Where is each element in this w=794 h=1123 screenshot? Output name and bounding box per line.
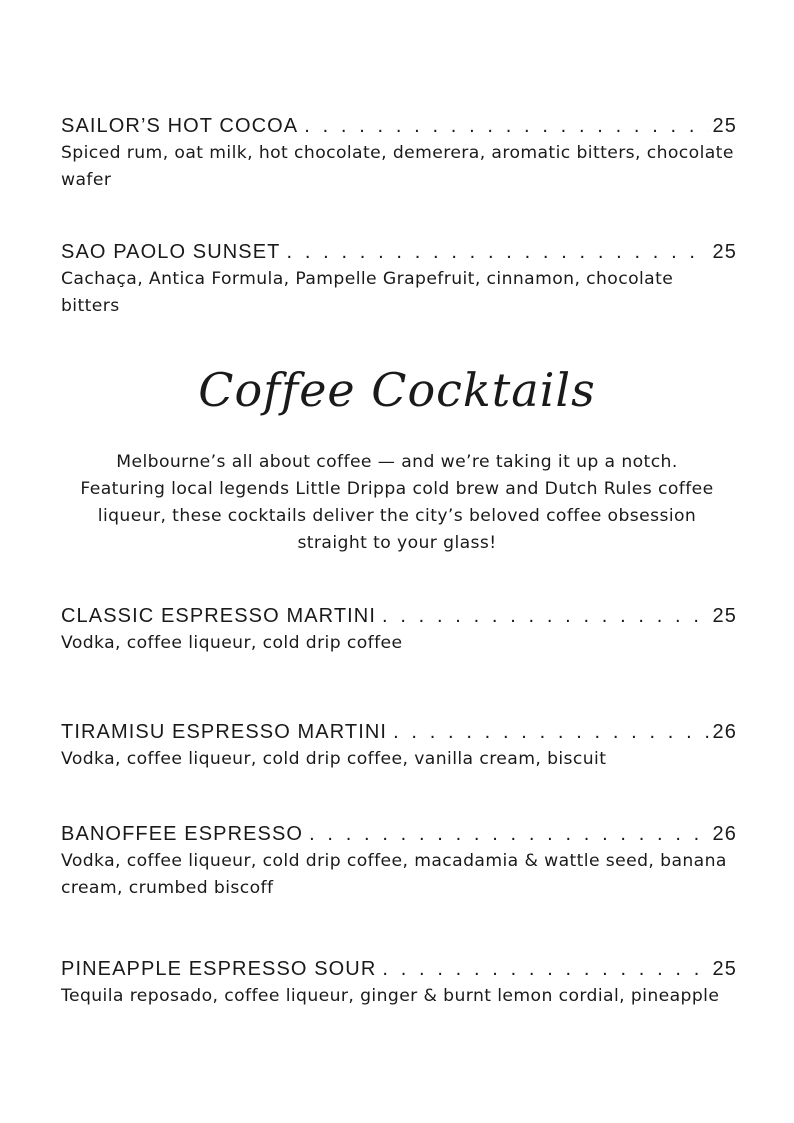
dot-leader (393, 720, 708, 744)
menu-item-name: CLASSIC ESPRESSO MARTINI (61, 605, 376, 627)
menu-item-description: Vodka, coffee liqueur, cold drip coffee, macadamia & wattle seed, banana cream, crumbed biscoff (61, 851, 727, 898)
dot-leader (382, 957, 708, 981)
menu-item-price: 25 (712, 605, 737, 627)
menu-item-description: Vodka, coffee liqueur, cold drip coffee (61, 633, 403, 653)
menu-item-description: Tequila reposado, coffee liqueur, ginger & burnt lemon cordial, pineapple (61, 986, 720, 1006)
menu-item (61, 114, 737, 194)
menu-item-header (61, 114, 737, 138)
menu-item-header (61, 957, 737, 981)
menu-item (61, 720, 737, 773)
menu-item-name: SAO PAOLO SUNSET (61, 241, 281, 263)
menu-item-price: 25 (712, 958, 737, 980)
dot-leader (304, 114, 708, 138)
menu-item (61, 604, 737, 657)
menu-item-price: 26 (712, 721, 737, 743)
menu-item-name: TIRAMISU ESPRESSO MARTINI (61, 721, 388, 743)
menu-item-name: BANOFFEE ESPRESSO (61, 823, 304, 845)
dot-leader (309, 822, 708, 846)
menu-item-header (61, 720, 737, 744)
menu-item (61, 957, 737, 1010)
dot-leader (382, 604, 709, 628)
menu-item-name: SAILOR’S HOT COCOA (61, 115, 299, 137)
section-title: Coffee Cocktails (198, 363, 596, 417)
section-intro: Melbourne’s all about coffee — and we’re taking it up a notch. Featuring local legends Little Drippa cold brew and Dutch Rules coffee liqueur, these cocktails deliver the city’s beloved coffee obsession straight to your glass! (80, 452, 714, 553)
menu-item-header (61, 604, 737, 628)
menu-item (61, 822, 737, 902)
menu-item-header (61, 822, 737, 846)
menu-item-price: 26 (712, 823, 737, 845)
menu-item-price: 25 (712, 115, 737, 137)
menu-item-description: Vodka, coffee liqueur, cold drip coffee, vanilla cream, biscuit (61, 749, 607, 769)
dot-leader (287, 240, 709, 264)
menu-item (61, 240, 737, 320)
menu-item-name: PINEAPPLE ESPRESSO SOUR (61, 958, 377, 980)
menu-item-header (61, 240, 737, 264)
menu-item-description: Cachaça, Antica Formula, Pampelle Grapefruit, cinnamon, chocolate bitters (61, 269, 674, 316)
menu-item-price: 25 (712, 241, 737, 263)
menu-item-description: Spiced rum, oat milk, hot chocolate, demerera, aromatic bitters, chocolate wafer (61, 143, 734, 190)
